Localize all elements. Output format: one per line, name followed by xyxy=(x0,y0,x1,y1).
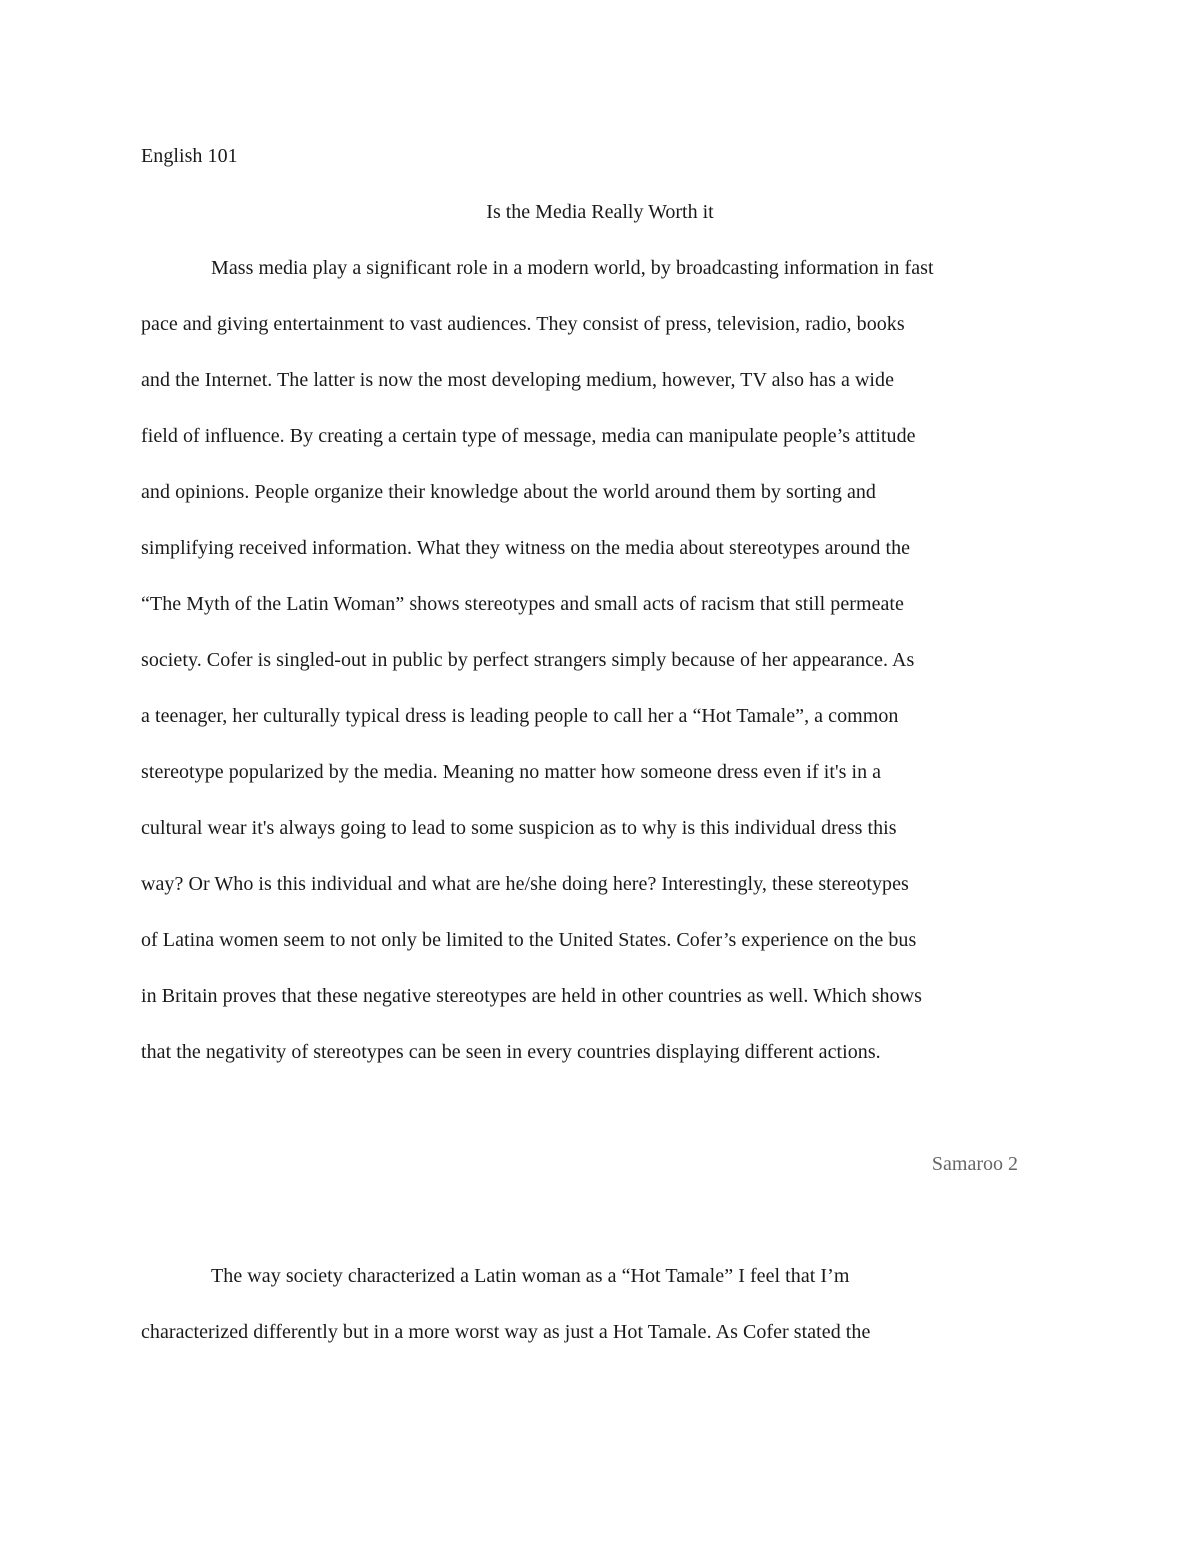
paragraph-line: pace and giving entertainment to vast audiences. They consist of press, television, radio, books xyxy=(141,313,905,335)
paragraph-line: in Britain proves that these negative stereotypes are held in other countries as well. Which shows xyxy=(141,985,922,1007)
paragraph-line: The way society characterized a Latin woman as a “Hot Tamale” I feel that I’m xyxy=(211,1265,850,1287)
paragraph-line: stereotype popularized by the media. Meaning no matter how someone dress even if it's in a xyxy=(141,761,882,783)
paragraph-line: “The Myth of the Latin Woman” shows stereotypes and small acts of racism that still permeate xyxy=(141,593,904,615)
paragraph-line: that the negativity of stereotypes can be seen in every countries displaying different actions. xyxy=(141,1041,881,1063)
paragraph-line: society. Cofer is singled-out in public by perfect strangers simply because of her appearance. As xyxy=(141,649,915,671)
paragraph-line: simplifying received information. What they witness on the media about stereotypes around the xyxy=(141,537,911,559)
paragraph-line: a teenager, her culturally typical dress is leading people to call her a “Hot Tamale”, a common xyxy=(141,705,899,727)
paragraph-line: of Latina women seem to not only be limited to the United States. Cofer’s experience on the bus xyxy=(141,929,917,951)
course-label: English 101 xyxy=(141,145,238,167)
paragraph-line: way? Or Who is this individual and what are he/she doing here? Interestingly, these stereotypes xyxy=(141,873,909,895)
essay-title: Is the Media Really Worth it xyxy=(486,201,714,223)
running-header: Samaroo 2 xyxy=(931,1153,1018,1175)
paragraph-line: field of influence. By creating a certain type of message, media can manipulate people’s attitude xyxy=(141,425,916,447)
paragraph-line: cultural wear it's always going to lead to some suspicion as to why is this individual dress this xyxy=(141,817,897,839)
paragraph-line: and the Internet. The latter is now the most developing medium, however, TV also has a wide xyxy=(141,369,895,391)
paragraph-line: and opinions. People organize their knowledge about the world around them by sorting and xyxy=(141,481,876,503)
paragraph-line: Mass media play a significant role in a modern world, by broadcasting information in fast xyxy=(211,257,934,279)
paragraph-line: characterized differently but in a more worst way as just a Hot Tamale. As Cofer stated the xyxy=(141,1321,871,1343)
